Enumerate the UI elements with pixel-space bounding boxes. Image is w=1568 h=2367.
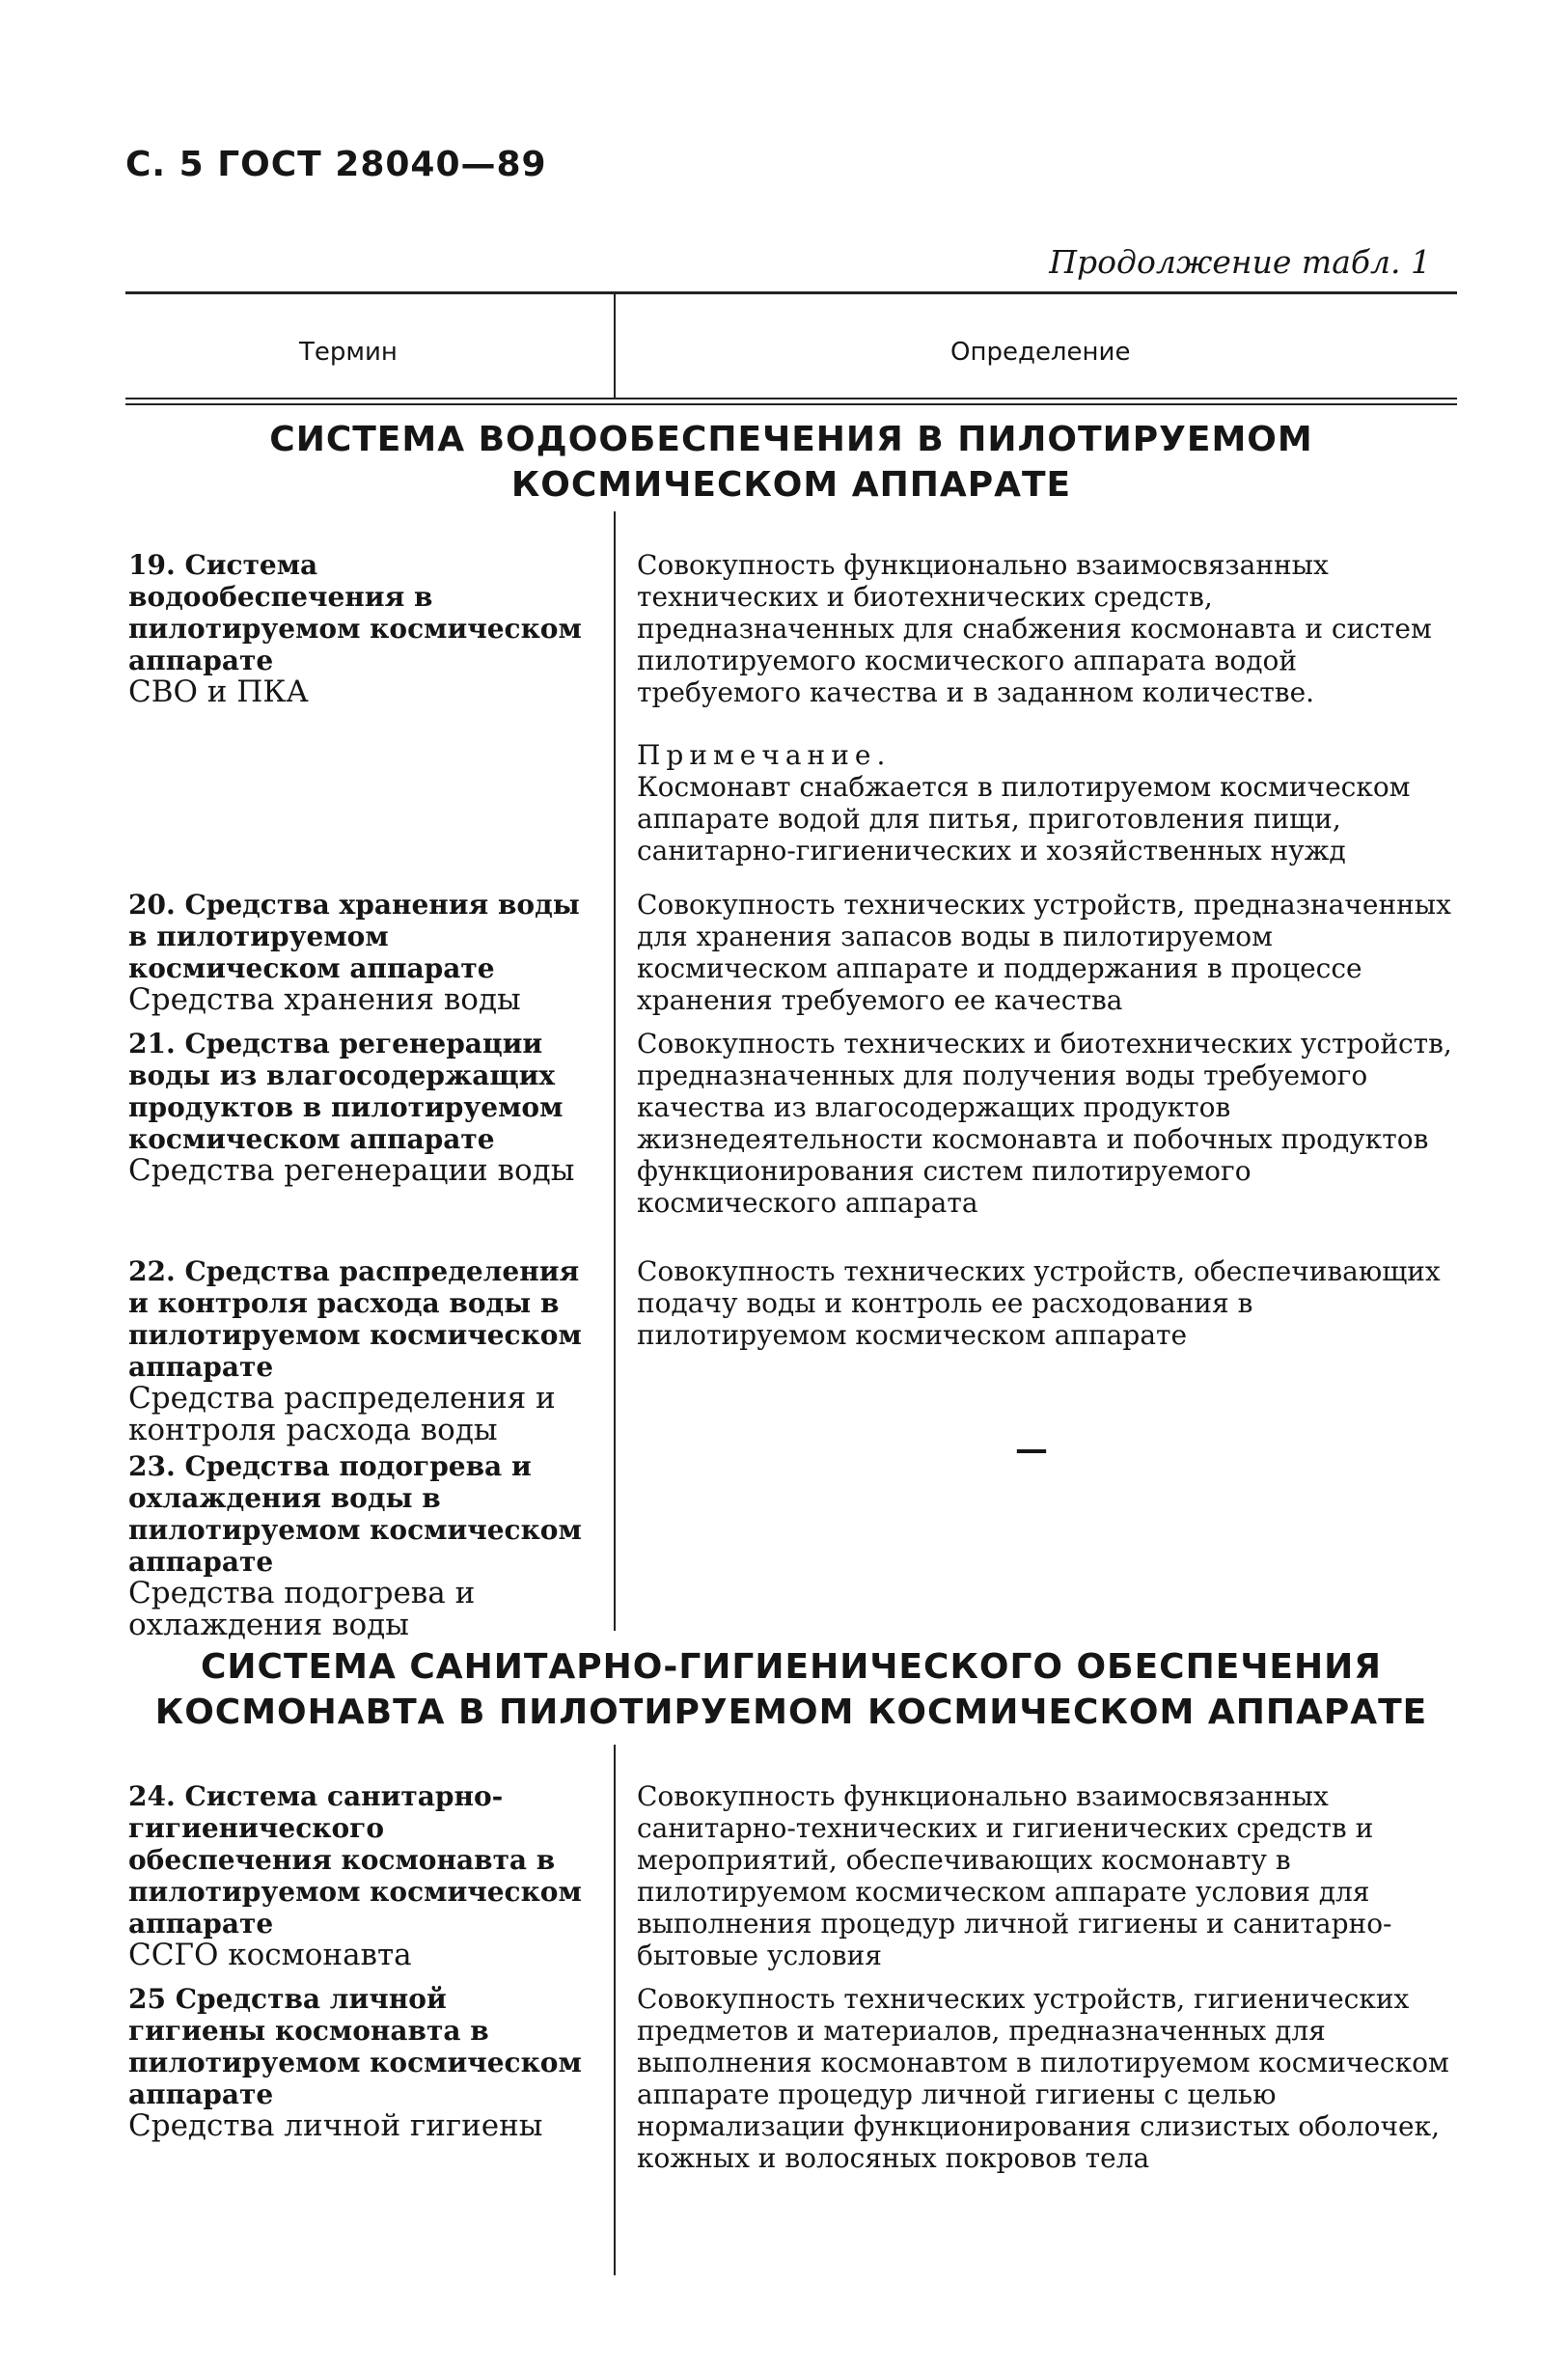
page-reference: С. 5 ГОСТ 28040—89 xyxy=(125,145,547,184)
table-continuation-label: Продолжение табл. 1 xyxy=(1049,243,1431,281)
term-text: 21. Средства регенерации воды из влагосодержащих продуктов в пилотируемом космическом аппарате xyxy=(128,1028,564,1155)
column-header-term: Термин xyxy=(299,338,398,367)
definition-entry-25 xyxy=(637,1951,1457,2174)
definition-text: Совокупность технических и биотехнических устройств, предназначенных для получения воды требуемого качества из влагосодержащих продуктов жизнедеятельности космонавта и побочных продуктов функционирования систем пилотируемого космического аппарата xyxy=(637,1028,1452,1219)
term-abbreviation: Средства подогрева и охлаждения воды xyxy=(128,1576,476,1642)
term-abbreviation: Средства хранения воды xyxy=(128,982,521,1017)
term-text: 19. Система водообеспечения в пилотируемом космическом аппарате xyxy=(128,549,582,676)
term-text: 23. Средства подогрева и охлаждения воды в пилотируемом космическом аппарате xyxy=(128,1450,582,1578)
header-rule-2 xyxy=(125,403,1457,405)
term-abbreviation: Средства распределения и контроля расхода воды xyxy=(128,1381,556,1447)
column-divider-section-1 xyxy=(614,511,616,1631)
section-title-line: КОСМИЧЕСКОМ АППАРАТЕ xyxy=(510,465,1072,505)
definition-entry-24 xyxy=(637,1748,1457,1971)
header-rule-1 xyxy=(125,398,1457,399)
definition-entry-20 xyxy=(637,857,1457,1016)
term-abbreviation: СВО и ПКА xyxy=(128,674,309,709)
definition-entry-22 xyxy=(637,1224,1457,1351)
term-text: 25 Средства личной гигиены космонавта в пилотируемом космическом аппарате xyxy=(128,1983,582,2110)
section-title-sanitary xyxy=(125,1644,1457,1735)
note-entry-19 xyxy=(637,707,1457,867)
section-title-line: СИСТЕМА САНИТАРНО-ГИГИЕНИЧЕСКОГО ОБЕСПЕЧЕНИЯ xyxy=(201,1647,1382,1687)
term-entry-25 xyxy=(128,1951,584,2174)
table-top-rule xyxy=(125,291,1457,294)
section-title-line: КОСМОНАВТА В ПИЛОТИРУЕМОМ КОСМИЧЕСКОМ АППАРАТЕ xyxy=(154,1693,1428,1732)
column-divider-section-2 xyxy=(614,1745,616,2275)
definition-entry-21 xyxy=(637,996,1457,1219)
term-entry-21 xyxy=(128,996,584,1219)
definition-text: Совокупность технических устройств, гигиенических предметов и материалов, предназначенных для выполнения космонавтом в пилотируемом космическом аппарате процедур личной гигиены с целью нормализации функционирования слизистых оболочек, кожных и волосяных покровов тела xyxy=(637,1983,1449,2174)
section-title-line: СИСТЕМА ВОДООБЕСПЕЧЕНИЯ В ПИЛОТИРУЕМОМ xyxy=(269,420,1313,459)
term-text: 24. Система санитарно-гигиенического обеспечения космонавта в пилотируемом космическом аппарате xyxy=(128,1780,582,1940)
term-abbreviation: Средства личной гигиены xyxy=(128,2108,543,2143)
term-entry-23 xyxy=(128,1418,584,1673)
definition-text: Совокупность функционально взаимосвязанных технических и биотехнических средств, предназначенных для снабжения космонавта и систем пилотируемого космического аппарата водой требуемого качества и в заданном количестве. xyxy=(637,549,1432,708)
definition-text: Совокупность технических устройств, обеспечивающих подачу воды и контроль ее расходования в пилотируемом космическом аппарате xyxy=(637,1255,1441,1351)
column-header-definition: Определение xyxy=(950,338,1131,367)
term-text: 20. Средства хранения воды в пилотируемом космическом аппарате xyxy=(128,889,580,984)
term-entry-19 xyxy=(128,517,584,740)
section-title-water-supply xyxy=(125,417,1457,508)
definition-entry-23-dash: — xyxy=(1015,1430,1048,1469)
note-label: Примечание. xyxy=(637,739,892,771)
note-text: Космонавт снабжается в пилотируемом космическом аппарате водой для питья, приготовления пищи, санитарно-гигиенических и хозяйственных нужд xyxy=(637,771,1411,867)
term-abbreviation: ССГО космонавта xyxy=(128,1938,412,1972)
term-text: 22. Средства распределения и контроля расхода воды в пилотируемом космическом аппарате xyxy=(128,1255,582,1383)
definition-entry-19 xyxy=(637,517,1457,708)
definition-text: Совокупность функционально взаимосвязанных санитарно-технических и гигиенических средств и мероприятий, обеспечивающих космонавту в пилотируемом космическом аппарате условия для выполнения процедур личной гигиены и санитарно-бытовые условия xyxy=(637,1780,1392,1971)
term-abbreviation: Средства регенерации воды xyxy=(128,1153,575,1188)
header-column-divider xyxy=(614,294,616,398)
definition-text: Совокупность технических устройств, предназначенных для хранения запасов воды в пилотируемом космическом аппарате и поддержания в процессе хранения требуемого ее качества xyxy=(637,889,1451,1016)
